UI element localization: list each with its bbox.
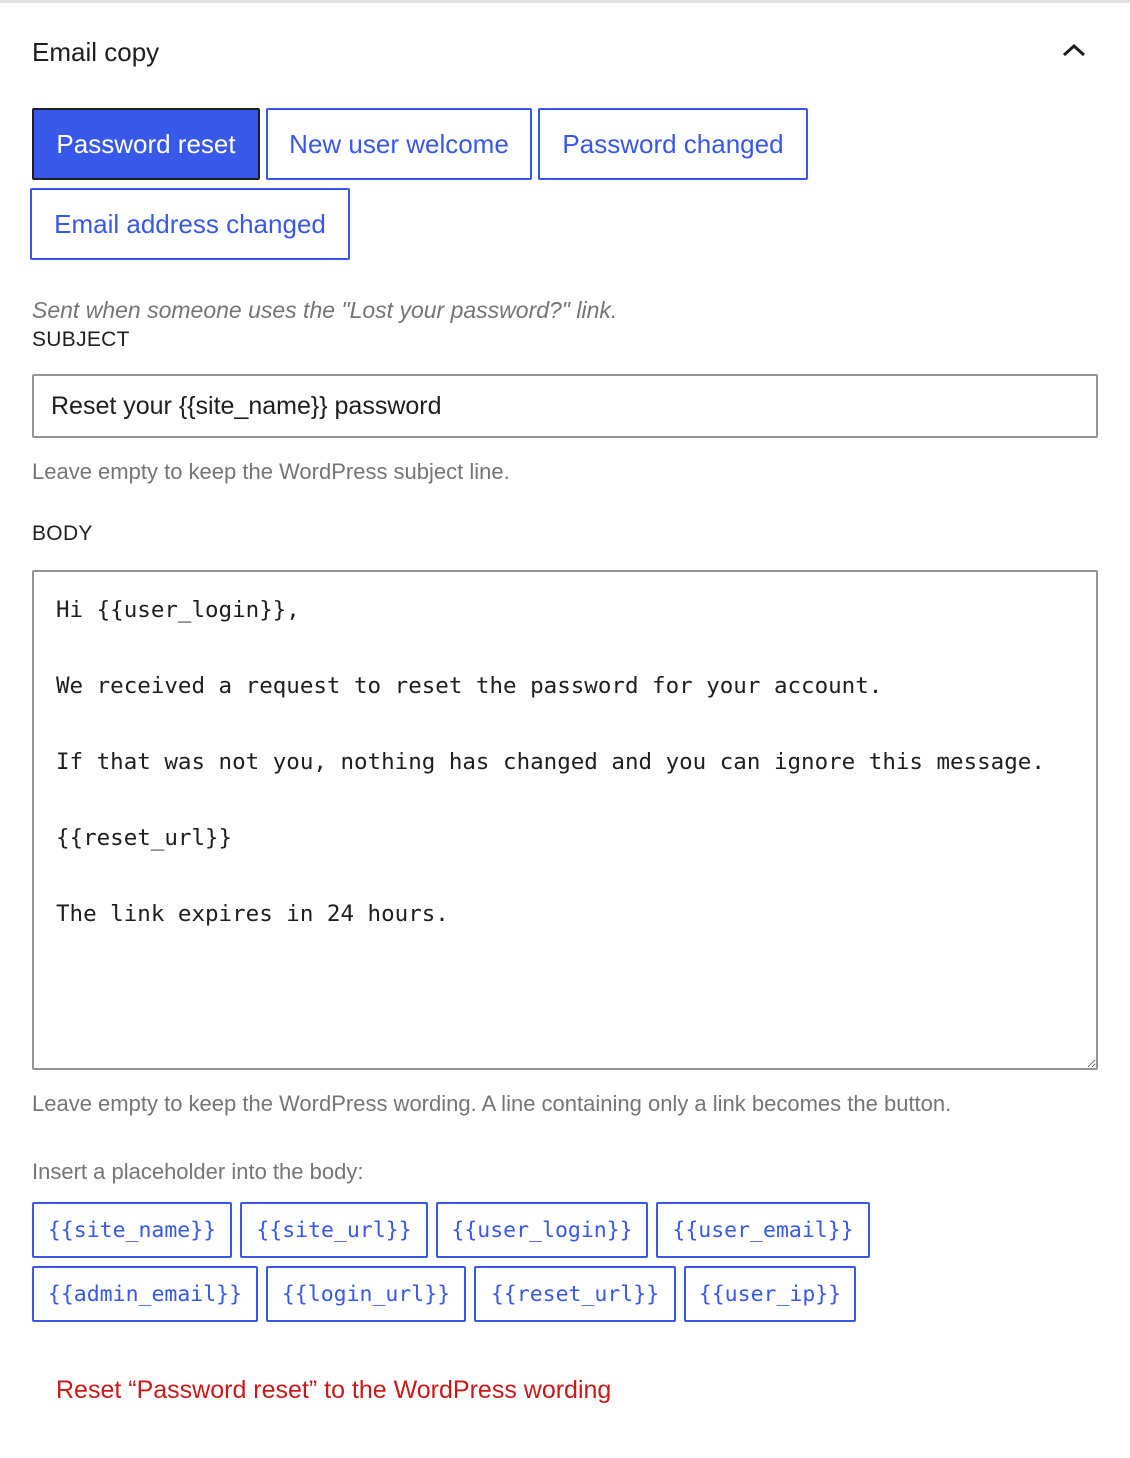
email-type-description: Sent when someone uses the "Lost your password?" link.: [32, 297, 618, 323]
panel-title: Email copy: [32, 37, 160, 67]
placeholder-button[interactable]: {{admin_email}}: [32, 1266, 258, 1322]
placeholder-button[interactable]: {{user_ip}}: [684, 1266, 856, 1322]
tab-password-changed[interactable]: Password changed: [538, 108, 808, 180]
placeholder-button[interactable]: {{site_name}}: [32, 1202, 232, 1258]
placeholder-button[interactable]: {{login_url}}: [266, 1266, 466, 1322]
body-help-text: Leave empty to keep the WordPress wording. A line containing only a link becomes the button.: [32, 1091, 952, 1116]
body-textarea[interactable]: [32, 570, 1098, 1070]
placeholder-label: Insert a placeholder into the body:: [32, 1159, 364, 1184]
tab-email-address-changed[interactable]: Email address changed: [30, 188, 350, 260]
panel-top-divider: [0, 0, 1130, 3]
placeholder-button[interactable]: {{reset_url}}: [474, 1266, 676, 1322]
chevron-up-icon[interactable]: [1058, 34, 1090, 66]
reset-to-default-link[interactable]: Reset “Password reset” to the WordPress wording: [56, 1376, 612, 1404]
body-label: BODY: [32, 522, 93, 545]
subject-label: SUBJECT: [32, 328, 130, 351]
tab-password-reset[interactable]: Password reset: [32, 108, 260, 180]
placeholder-button[interactable]: {{site_url}}: [240, 1202, 428, 1258]
subject-help-text: Leave empty to keep the WordPress subject line.: [32, 459, 510, 484]
subject-input[interactable]: [32, 374, 1098, 438]
tab-new-user-welcome[interactable]: New user welcome: [266, 108, 532, 180]
placeholder-button[interactable]: {{user_email}}: [656, 1202, 870, 1258]
panel-header[interactable]: [32, 34, 1098, 70]
placeholder-button[interactable]: {{user_login}}: [436, 1202, 648, 1258]
